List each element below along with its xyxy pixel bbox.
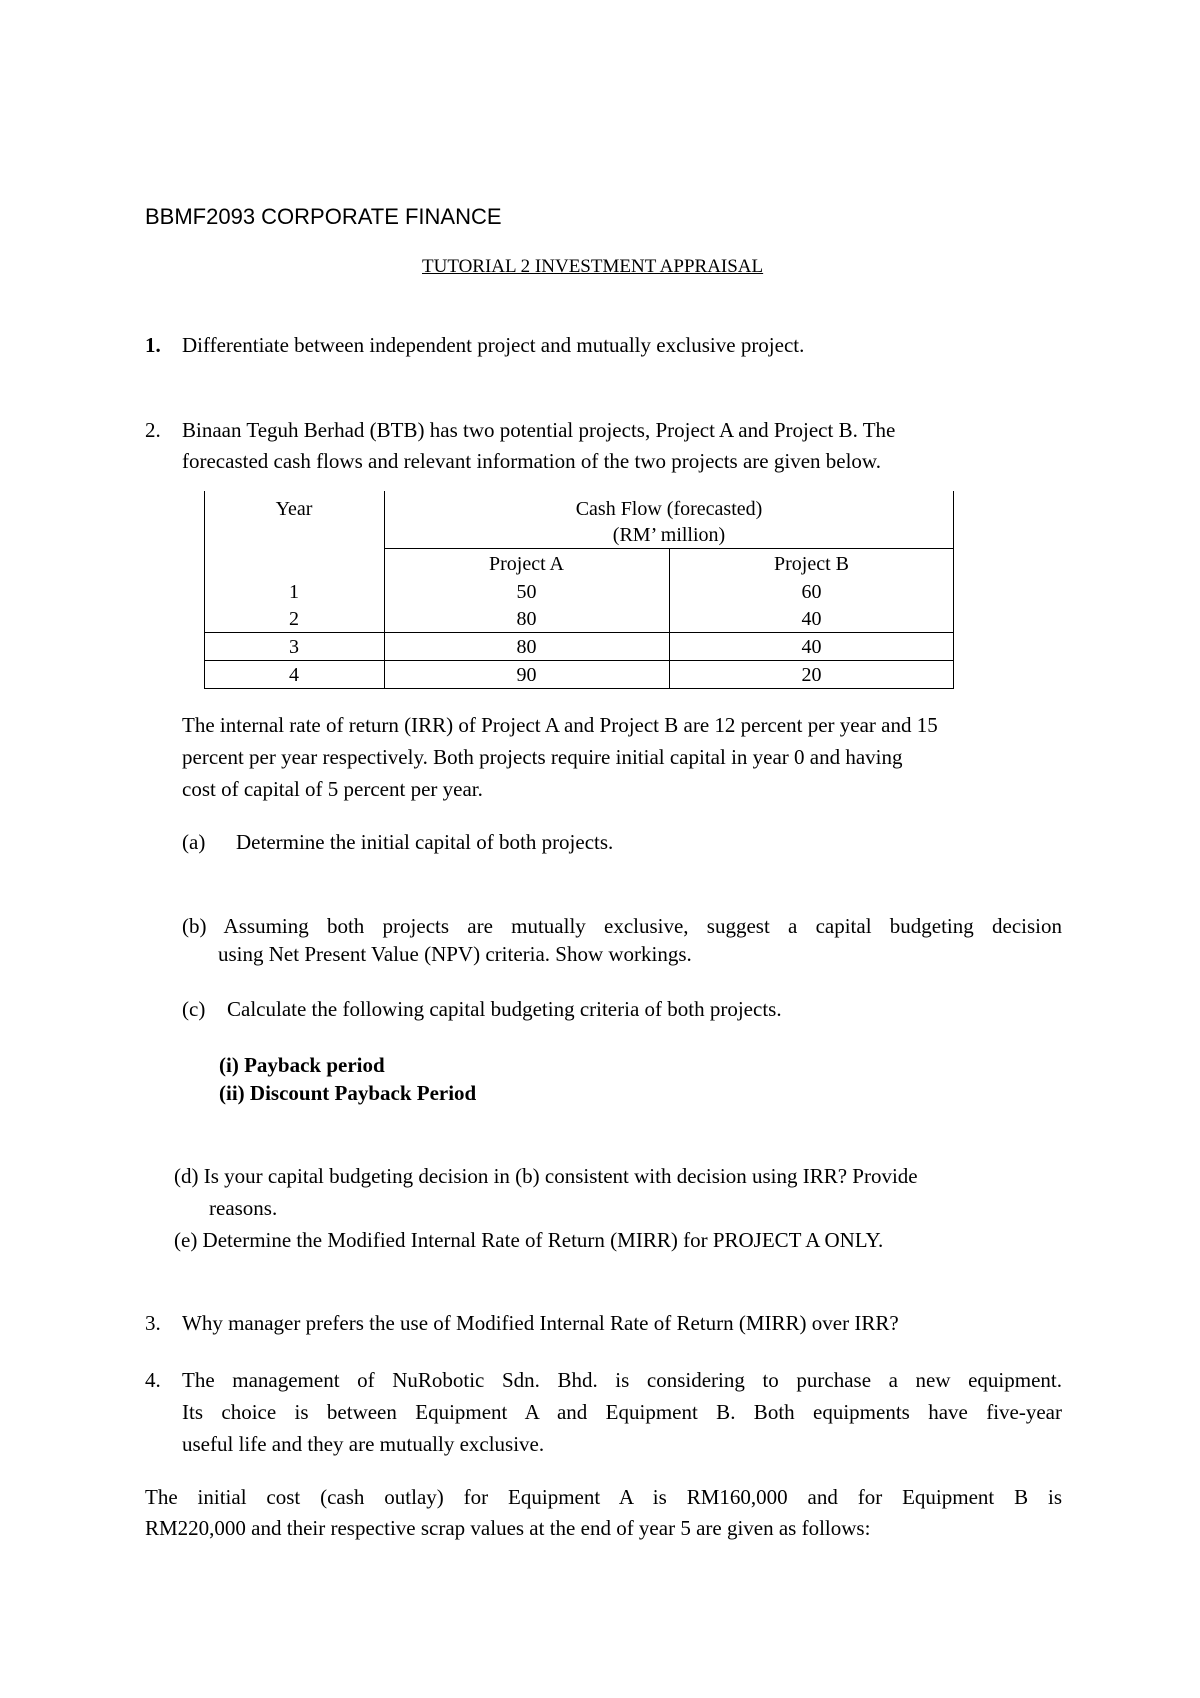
table-header-year: Year [275, 498, 313, 520]
question-3-text: Why manager prefers the use of Modified Internal Rate of Return (MIRR) over IRR? [182, 1311, 899, 1335]
table-cell-year: 2 [289, 608, 299, 630]
table-cell-project-a: 50 [516, 581, 537, 603]
table-header-project-a: Project A [489, 553, 564, 575]
part-c-text: Calculate the following capital budgeting criteria of both projects. [227, 997, 782, 1021]
question-4-paragraph-line1: The initial cost (cash outlay) for Equipment A is RM160,000 and for Equipment B is [145, 1485, 1062, 1509]
part-a-text: Determine the initial capital of both projects. [236, 830, 614, 854]
table-cell-project-a: 80 [516, 636, 537, 658]
question-4-line1: The management of NuRobotic Sdn. Bhd. is considering to purchase a new equipment. [182, 1368, 1062, 1392]
part-a-label: (a) [182, 830, 206, 854]
question-2-intro-line2: forecasted cash flows and relevant information of the two projects are given below. [182, 449, 881, 473]
question-4-line2: Its choice is between Equipment A and Equipment B. Both equipments have five-year [182, 1400, 1062, 1424]
question-2-number: 2. [145, 418, 161, 442]
question-4-paragraph-line2: RM220,000 and their respective scrap values at the end of year 5 are given as follows: [145, 1516, 871, 1540]
part-c-item-ii: (ii) Discount Payback Period [219, 1081, 477, 1105]
part-b-line2: using Net Present Value (NPV) criteria. Show workings. [218, 942, 692, 966]
course-title: BBMF2093 CORPORATE FINANCE [145, 204, 502, 229]
question-4-line3: useful life and they are mutually exclusive. [182, 1432, 545, 1456]
irr-paragraph-line1: The internal rate of return (IRR) of Project A and Project B are 12 percent per year and 15 [182, 713, 938, 737]
part-b-line1: (b) Assuming both projects are mutually exclusive, suggest a capital budgeting decision [182, 914, 1062, 938]
question-1-number: 1. [145, 333, 161, 357]
table-cell-project-a: 80 [516, 608, 537, 630]
part-d-line1: (d) Is your capital budgeting decision in (b) consistent with decision using IRR? Provide [174, 1164, 918, 1188]
irr-paragraph-line3: cost of capital of 5 percent per year. [182, 777, 483, 801]
irr-paragraph-line2: percent per year respectively. Both projects require initial capital in year 0 and having [182, 745, 903, 769]
table-header-project-b: Project B [774, 553, 849, 575]
table-cell-year: 3 [289, 636, 299, 658]
table-cell-project-b: 60 [801, 581, 822, 603]
question-1-text: Differentiate between independent project and mutually exclusive project. [182, 333, 805, 357]
cash-flow-table [204, 491, 954, 689]
table-cell-project-a: 90 [516, 664, 537, 686]
tutorial-title: TUTORIAL 2 INVESTMENT APPRAISAL [422, 256, 764, 277]
part-e-text: (e) Determine the Modified Internal Rate of Return (MIRR) for PROJECT A ONLY. [174, 1228, 884, 1252]
table-cell-year: 4 [289, 664, 299, 686]
table-cell-project-b: 20 [801, 664, 822, 686]
table-cell-project-b: 40 [801, 636, 822, 658]
question-2-intro-line1: Binaan Teguh Berhad (BTB) has two potential projects, Project A and Project B. The [182, 418, 896, 442]
table-cell-year: 1 [289, 581, 299, 603]
table-header-cash-flow: Cash Flow (forecasted) [575, 498, 763, 520]
part-d-line2: reasons. [209, 1196, 278, 1220]
question-4-number: 4. [145, 1368, 161, 1392]
part-c-label: (c) [182, 997, 206, 1021]
question-3-number: 3. [145, 1311, 161, 1335]
part-c-item-i: (i) Payback period [219, 1053, 385, 1077]
table-cell-project-b: 40 [801, 608, 822, 630]
table-header-unit: (RM’ million) [612, 524, 726, 546]
